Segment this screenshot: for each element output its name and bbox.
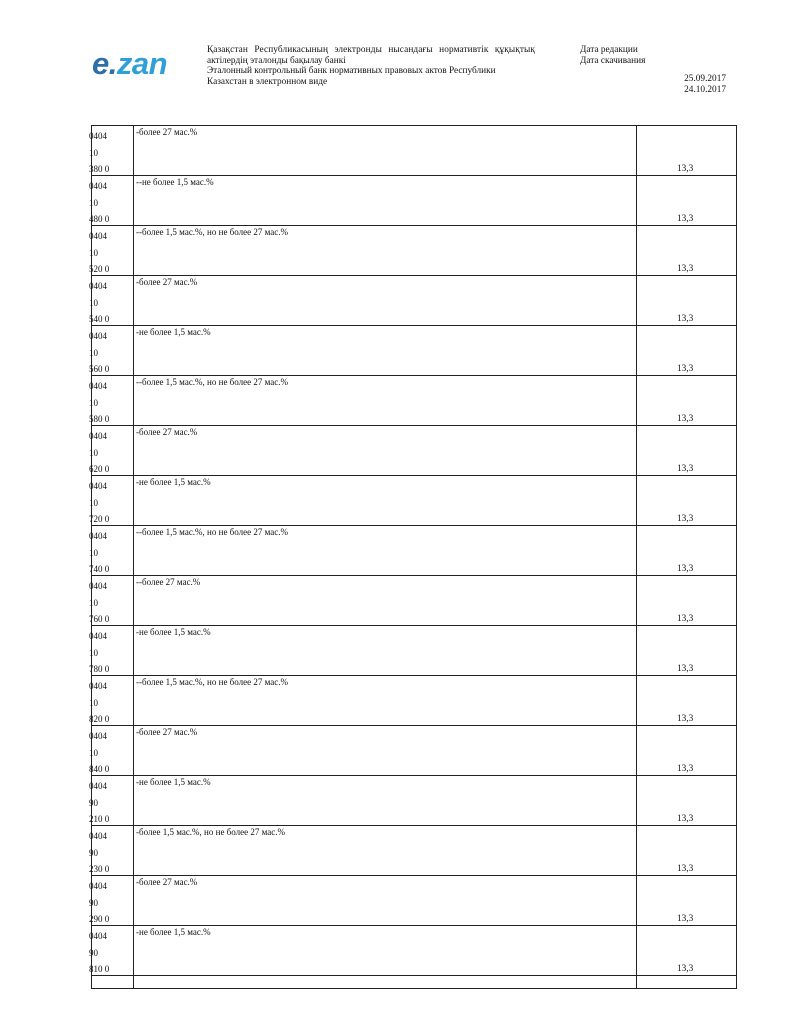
commodity-code-part: 740 0 (89, 564, 110, 574)
commodity-code-part: 760 0 (89, 614, 110, 624)
commodity-code (89, 378, 132, 428)
commodity-code-part: 480 0 (89, 214, 110, 224)
logo-e: e (92, 46, 109, 81)
commodity-description: --более 1,5 мас.%, но не более 27 мас.% (136, 527, 288, 537)
commodity-code-part: 10 (89, 747, 98, 758)
table-row (89, 876, 736, 926)
commodity-code-part: 0404 (89, 381, 107, 391)
commodity-description: -более 27 мас.% (136, 427, 198, 437)
commodity-code-part: 0404 (89, 331, 107, 341)
commodity-description: -более 1,5 мас.%, но не более 27 мас.% (136, 827, 285, 837)
commodity-code-part: 90 (89, 947, 98, 958)
commodity-code-part: 10 (89, 597, 98, 608)
logo-dot: . (108, 46, 117, 81)
header-kazakh-title (207, 45, 535, 66)
commodity-code-part: 840 0 (89, 764, 110, 774)
commodity-code-part: 230 0 (89, 864, 110, 874)
commodity-code-part: 780 0 (89, 664, 110, 674)
commodity-description: --более 1,5 мас.%, но не более 27 мас.% (136, 377, 288, 387)
rate-value: 13,3 (677, 164, 694, 174)
header-kz-line2: актілердің эталонды бақылау банкі (207, 55, 346, 66)
commodity-description: -не более 1,5 мас.% (136, 777, 211, 787)
commodity-code-part: 10 (89, 547, 98, 558)
commodity-code-part: 0404 (89, 581, 107, 591)
commodity-code-part: 0404 (89, 231, 107, 241)
commodity-code (89, 278, 132, 328)
table-row (89, 476, 736, 526)
commodity-code (89, 528, 132, 578)
commodity-code (89, 428, 132, 478)
header-date-values (600, 74, 726, 96)
commodity-description: --более 1,5 мас.%, но не более 27 мас.% (136, 227, 288, 237)
commodity-code-part: 0404 (89, 481, 107, 491)
rate-value: 13,3 (677, 364, 694, 374)
table-row (89, 926, 736, 976)
header-ru-line2: Казахстан в электронном виде (207, 76, 328, 87)
commodity-code-part: 10 (89, 297, 98, 308)
commodity-description: -не более 1,5 мас.% (136, 477, 211, 487)
commodity-description: -не более 1,5 мас.% (136, 327, 211, 337)
commodity-code-part: 0404 (89, 881, 107, 891)
commodity-code-part: 0404 (89, 181, 107, 191)
table-row (89, 226, 736, 276)
rate-value: 13,3 (677, 964, 694, 974)
download-date: 24.10.2017 (684, 85, 726, 95)
rate-value: 13,3 (677, 864, 694, 874)
table-row (89, 576, 736, 626)
commodity-code-part: 290 0 (89, 914, 110, 924)
commodity-code (89, 728, 132, 778)
commodity-code-part: 90 (89, 897, 98, 908)
commodity-code (89, 678, 132, 728)
commodity-code-part: 0404 (89, 281, 107, 291)
table-row (89, 776, 736, 826)
commodity-code (89, 328, 132, 378)
commodity-code-part: 10 (89, 397, 98, 408)
table-row (89, 726, 736, 776)
commodity-description: --не более 1,5 мас.% (136, 177, 214, 187)
table-row (89, 276, 736, 326)
commodity-description: -более 27 мас.% (136, 277, 198, 287)
table-row (89, 526, 736, 576)
commodity-code-part: 10 (89, 447, 98, 458)
commodity-code (89, 878, 132, 928)
rate-value: 13,3 (677, 814, 694, 824)
label-download-date: Дата скачивания (580, 55, 646, 66)
commodity-code-part: 0404 (89, 631, 107, 641)
header-russian-title (207, 66, 496, 87)
rate-value: 13,3 (677, 664, 694, 674)
rate-value: 13,3 (677, 614, 694, 624)
commodity-code-part: 10 (89, 347, 98, 358)
table-row (89, 326, 736, 376)
commodity-code-part: 520 0 (89, 264, 110, 274)
rate-value: 13,3 (677, 714, 694, 724)
rate-value: 13,3 (677, 464, 694, 474)
commodity-code-part: 540 0 (89, 314, 110, 324)
commodity-code-part: 10 (89, 497, 98, 508)
commodity-code-part: 580 0 (89, 414, 110, 424)
commodity-code-part: 0404 (89, 831, 107, 841)
commodity-code (89, 228, 132, 278)
commodity-code-part: 820 0 (89, 714, 110, 724)
commodity-description: -не более 1,5 мас.% (136, 627, 211, 637)
rate-value: 13,3 (677, 414, 694, 424)
commodity-description: --более 1,5 мас.%, но не более 27 мас.% (136, 677, 288, 687)
table-row (89, 176, 736, 226)
rate-value: 13,3 (677, 264, 694, 274)
table-empty-row (92, 974, 736, 988)
commodity-code-part: 10 (89, 647, 98, 658)
rate-value: 13,3 (677, 314, 694, 324)
commodity-code-part: 10 (89, 697, 98, 708)
table-row (89, 426, 736, 476)
commodity-code-part: 0404 (89, 431, 107, 441)
commodity-code-part: 810 0 (89, 964, 110, 974)
header-kz-line1: Қазақстан Республикасының электронды нысандағы нормативтік құқықтық (207, 45, 535, 55)
rate-value: 13,3 (677, 214, 694, 224)
label-edit-date: Дата редакции (580, 45, 638, 55)
commodity-code-part: 210 0 (89, 814, 110, 824)
rate-value: 13,3 (677, 914, 694, 924)
tariff-table (91, 125, 737, 989)
commodity-code-part: 560 0 (89, 364, 110, 374)
commodity-description: -более 27 мас.% (136, 727, 198, 737)
commodity-description: -более 27 мас.% (136, 877, 198, 887)
commodity-code-part: 620 0 (89, 464, 110, 474)
commodity-description: --более 27 мас.% (136, 577, 201, 587)
commodity-code-part: 10 (89, 247, 98, 258)
commodity-code-part: 10 (89, 197, 98, 208)
table-row (89, 826, 736, 876)
table-row (89, 626, 736, 676)
table-row (89, 676, 736, 726)
commodity-code (89, 478, 132, 528)
commodity-code-part: 0404 (89, 681, 107, 691)
commodity-description: -более 27 мас.% (136, 127, 198, 137)
edit-date: 25.09.2017 (684, 74, 726, 84)
table-row (89, 376, 736, 426)
commodity-code-part: 0404 (89, 531, 107, 541)
commodity-code (89, 178, 132, 228)
rate-value: 13,3 (677, 764, 694, 774)
commodity-code-part: 0404 (89, 931, 107, 941)
commodity-code (89, 128, 132, 178)
commodity-code-part: 90 (89, 797, 98, 808)
commodity-code-part: 0404 (89, 731, 107, 741)
header-date-labels (580, 45, 645, 66)
table-row (89, 126, 736, 176)
commodity-description: -не более 1,5 мас.% (136, 927, 211, 937)
commodity-code-part: 720 0 (89, 514, 110, 524)
commodity-code (89, 578, 132, 628)
rate-value: 13,3 (677, 514, 694, 524)
commodity-code-part: 0404 (89, 781, 107, 791)
rate-value: 13,3 (677, 564, 694, 574)
commodity-code (89, 628, 132, 678)
commodity-code (89, 778, 132, 828)
commodity-code-part: 0404 (89, 131, 107, 141)
commodity-code-part: 10 (89, 147, 98, 158)
commodity-code-part: 90 (89, 847, 98, 858)
header-ru-line1: Эталонный контрольный банк нормативных правовых актов Республики (207, 66, 496, 76)
ezan-logo (92, 48, 188, 80)
commodity-code-part: 380 0 (89, 164, 110, 174)
commodity-code (89, 828, 132, 878)
logo-zan: zan (116, 46, 168, 81)
commodity-code (89, 928, 132, 978)
